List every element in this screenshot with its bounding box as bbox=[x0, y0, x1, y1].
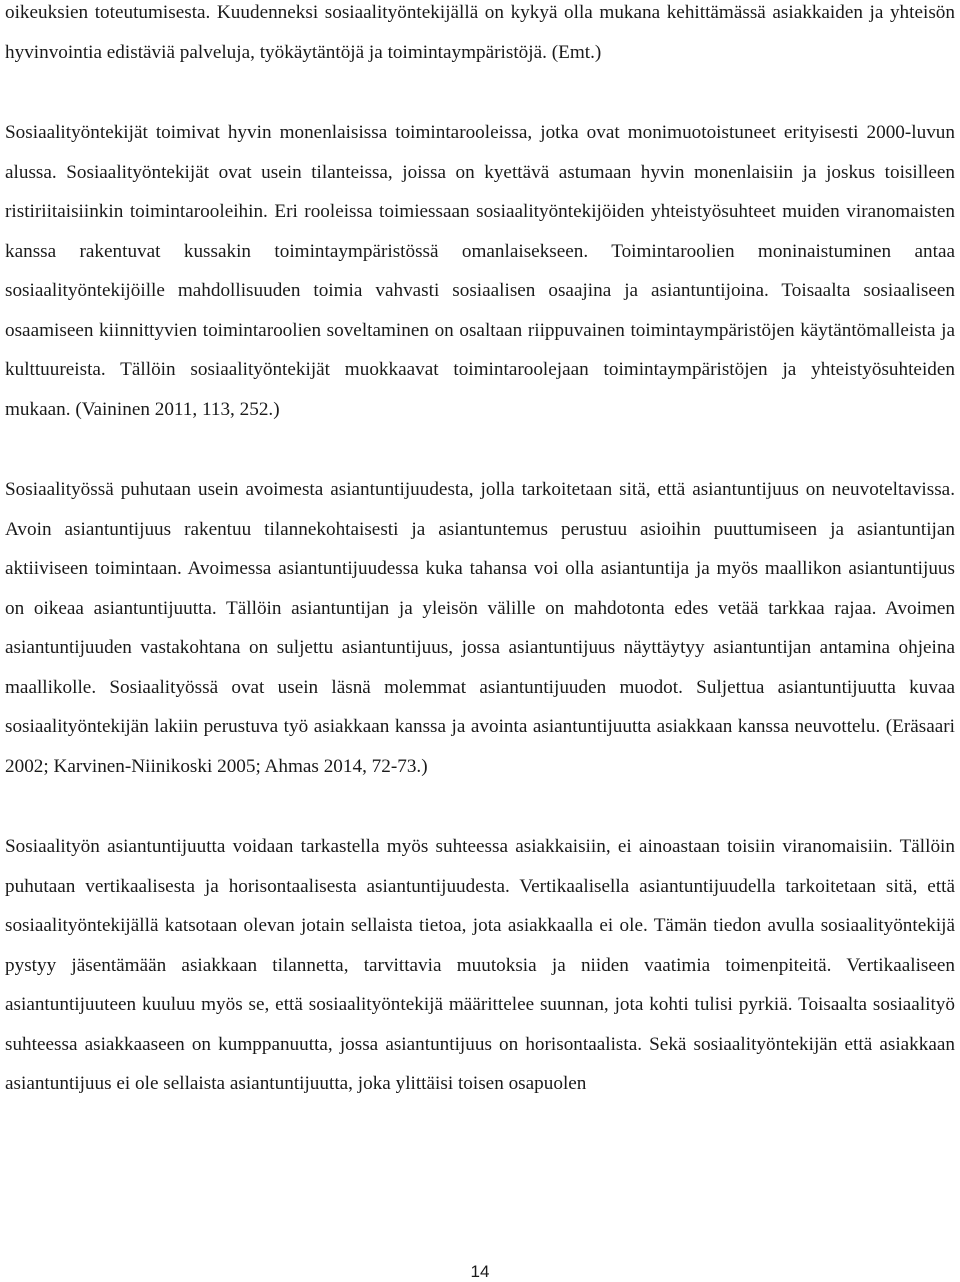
paragraph-4: Sosiaalityön asiantuntijuutta voidaan tarkastella myös suhteessa asiakkaisiin, ei ainoastaan toisiin viranomaisiin. Tällöin puhutaan vertikaalisesta ja horisontaalisesta asiantuntijuudesta. Vertikaalisella asiantuntijuudella tarkoitetaan sitä, että sosiaalityöntekijällä katsotaan olevan jotain sellaista tietoa, jota asiakkaalla ei ole. Tämän tiedon avulla sosiaalityöntekijä pystyy jäsentämään asiakkaan tilannetta, tarvittavia muutoksia ja niiden vaatimia toimenpiteitä. Vertikaaliseen asiantuntijuuteen kuuluu myös se, että sosiaalityöntekijä määrittelee suunnan, jota kohti tulisi pyrkiä. Toisaalta sosiaalityö suhteessa asiakkaaseen on kumppanuutta, jossa asiantuntijuus on horisontaalista. Sekä sosiaalityöntekijän että asiakkaan asiantuntijuus ei ole sellaista asiantuntijuutta, joka ylittäisi toisen osapuolen bbox=[5, 836, 955, 1094]
page-number: 14 bbox=[470, 1262, 490, 1281]
paragraph-1: oikeuksien toteutumisesta. Kuudenneksi sosiaalityöntekijällä on kykyä olla mukana kehittämässä asiakkaiden ja yhteisön hyvinvointia edistäviä palveluja, työkäytäntöjä ja toimintaympäristöjä. (Emt.) bbox=[5, 2, 955, 63]
document-page bbox=[5, 0, 955, 1104]
paragraph-2: Sosiaalityöntekijät toimivat hyvin monenlaisissa toimintarooleissa, jotka ovat monimuotoistuneet erityisesti 2000-luvun alussa. Sosiaalityöntekijät ovat usein tilanteissa, joissa on kyettävä astumaan hyvin monenlaisiin ja joskus toisilleen ristiriitaisiinkin toimintarooleihin. Eri rooleissa toimiessaan sosiaalityöntekijöiden yhteistyösuhteet muiden viranomaisten kanssa rakentuvat kussakin toimintaympäristössä omanlaisekseen. Toimintaroolien moninaistuminen antaa sosiaalityöntekijöille mahdollisuuden toimia vahvasti sosiaalisen osaajina ja asiantuntijoina. Toisaalta sosiaaliseen osaamiseen kiinnittyvien toimintaroolien soveltaminen on osaltaan riippuvainen toimintaympäristöjen käytäntömalleista ja kulttuureista. Tällöin sosiaalityöntekijät muokkaavat toimintaroolejaan toimintaympäristöjen ja yhteistyösuhteiden mukaan. (Vaininen 2011, 113, 252.) bbox=[5, 122, 955, 420]
paragraph-3: Sosiaalityössä puhutaan usein avoimesta asiantuntijuudesta, jolla tarkoitetaan sitä, että asiantuntijuus on neuvoteltavissa. Avoin asiantuntijuus rakentuu tilannekohtaisesti ja asiantuntemus perustuu asioihin puuttumiseen ja asiantuntijan aktiiviseen toimintaan. Avoimessa asiantuntijuudessa kuka tahansa voi olla asiantuntija ja myös maallikon asiantuntijuus on oikeaa asiantuntijuutta. Tällöin asiantuntijan ja yleisön välille on mahdotonta edes vetää tarkkaa rajaa. Avoimen asiantuntijuuden vastakohtana on suljettu asiantuntijuus, jossa asiantuntijuus näyttäytyy asiantuntijan antamina ohjeina maallikolle. Sosiaalityössä ovat usein läsnä molemmat asiantuntijuuden muodot. Suljettua asiantuntijuutta kuvaa sosiaalityöntekijän lakiin perustuva työ asiakkaan kanssa ja avointa asiantuntijuutta asiakkaan kanssa neuvottelu. (Eräsaari 2002; Karvinen-Niinikoski 2005; Ahmas 2014, 72-73.) bbox=[5, 479, 955, 777]
